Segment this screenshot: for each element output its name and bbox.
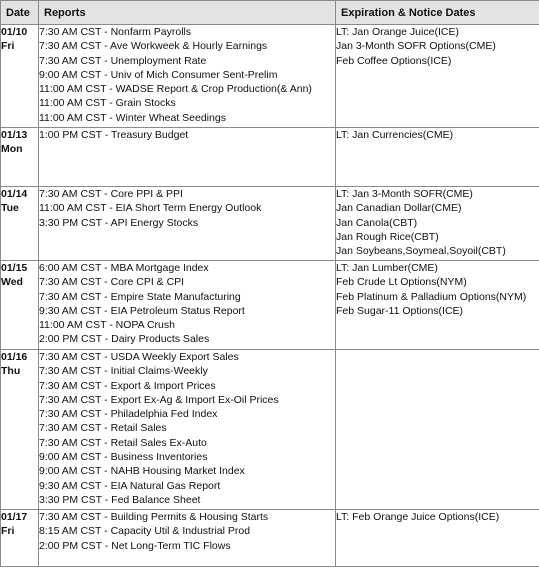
day-row [1, 261, 539, 350]
date-label: 01/15 [1, 262, 28, 274]
header-reports: Reports [39, 1, 336, 25]
expiration-item: Jan Canola(CBT) [336, 216, 418, 229]
weekday-label: Fri [1, 40, 15, 52]
report-item: 7:30 AM CST - Retail Sales [39, 422, 167, 435]
weekday-label: Thu [1, 365, 21, 377]
date-label: 01/17 [1, 511, 28, 523]
reports-cell [39, 261, 336, 350]
expirations-cell [336, 261, 539, 350]
report-item: 7:30 AM CST - Unemployment Rate [39, 54, 207, 67]
report-item: 7:30 AM CST - Philadelphia Fed Index [39, 408, 218, 421]
report-item: 6:00 AM CST - MBA Mortgage Index [39, 262, 209, 274]
expirations-cell [336, 128, 539, 187]
header-date: Date [1, 1, 39, 25]
calendar-body [1, 25, 539, 567]
reports-cell [39, 350, 336, 510]
report-item: 9:00 AM CST - NAHB Housing Market Index [39, 465, 245, 478]
expiration-item: Feb Platinum & Palladium Options(NYM) [336, 290, 527, 303]
report-item: 2:00 PM CST - Dairy Products Sales [39, 333, 210, 346]
report-item: 8:15 AM CST - Capacity Util & Industrial Prod [39, 525, 251, 538]
expiration-item: LT: Jan 3-Month SOFR(CME) [336, 188, 473, 200]
date-cell [1, 350, 39, 510]
report-item: 7:30 AM CST - Ave Workweek & Hourly Earnings [39, 40, 268, 53]
report-item: 9:00 AM CST - Business Inventories [39, 451, 208, 464]
report-item: 3:30 PM CST - API Energy Stocks [39, 216, 199, 229]
date-cell [1, 128, 39, 187]
report-item: 7:30 AM CST - Core CPI & CPI [39, 276, 185, 289]
reports-cell [39, 187, 336, 261]
reports-cell [39, 25, 336, 128]
expiration-item: Feb Coffee Options(ICE) [336, 54, 452, 67]
day-row [1, 350, 539, 510]
report-item: 7:30 AM CST - Empire State Manufacturing [39, 290, 241, 303]
expiration-item: Jan 3-Month SOFR Options(CME) [336, 40, 496, 53]
expiration-item: Feb Crude Lt Options(NYM) [336, 276, 467, 289]
report-item: 2:00 PM CST - Net Long-Term TIC Flows [39, 539, 231, 552]
date-cell [1, 510, 39, 567]
reports-cell [39, 128, 336, 187]
report-item: 9:30 AM CST - EIA Natural Gas Report [39, 479, 221, 492]
expirations-cell [336, 187, 539, 261]
date-cell [1, 187, 39, 261]
report-item: 11:00 AM CST - WADSE Report & Crop Production(& Ann) [39, 83, 312, 96]
weekday-label: Wed [1, 276, 23, 288]
report-item: 7:30 AM CST - Building Permits & Housing Starts [39, 511, 269, 523]
report-item: 11:00 AM CST - Winter Wheat Seedings [39, 111, 226, 124]
expiration-item: LT: Feb Orange Juice Options(ICE) [336, 511, 500, 523]
report-item: 7:30 AM CST - Nonfarm Payrolls [39, 26, 192, 38]
expiration-item: Feb Sugar-11 Options(ICE) [336, 304, 464, 317]
report-item: 11:00 AM CST - Grain Stocks [39, 97, 176, 110]
header-row [1, 1, 539, 25]
day-row [1, 510, 539, 567]
expiration-item: Jan Rough Rice(CBT) [336, 230, 439, 243]
expirations-cell [336, 25, 539, 128]
expiration-item: LT: Jan Lumber(CME) [336, 262, 438, 274]
weekday-label: Fri [1, 525, 15, 537]
expirations-cell [336, 510, 539, 567]
report-item: 1:00 PM CST - Treasury Budget [39, 129, 189, 141]
expiration-item: Jan Canadian Dollar(CME) [336, 202, 462, 215]
report-item: 7:30 AM CST - Initial Claims-Weekly [39, 365, 208, 378]
date-label: 01/13 [1, 129, 28, 141]
report-item: 3:30 PM CST - Fed Balance Sheet [39, 493, 201, 506]
report-item: 7:30 AM CST - Export & Import Prices [39, 379, 216, 392]
report-item: 7:30 AM CST - Core PPI & PPI [39, 188, 183, 200]
header-expiration: Expiration & Notice Dates [336, 1, 539, 25]
weekday-label: Tue [1, 202, 19, 214]
date-label: 01/14 [1, 188, 28, 200]
expiration-item: LT: Jan Currencies(CME) [336, 129, 454, 141]
expiration-item: LT: Jan Orange Juice(ICE) [336, 26, 459, 38]
day-row [1, 128, 539, 187]
date-label: 01/16 [1, 351, 28, 363]
report-item: 11:00 AM CST - EIA Short Term Energy Outlook [39, 202, 262, 215]
day-row [1, 25, 539, 128]
date-cell [1, 261, 39, 350]
expiration-item: Jan Soybeans,Soymeal,Soyoil(CBT) [336, 245, 506, 258]
report-item: 7:30 AM CST - Retail Sales Ex-Auto [39, 436, 207, 449]
weekday-label: Mon [1, 143, 23, 155]
reports-cell [39, 510, 336, 567]
report-item: 7:30 AM CST - Export Ex-Ag & Import Ex-Oil Prices [39, 393, 279, 406]
expirations-cell [336, 350, 539, 510]
report-item: 7:30 AM CST - USDA Weekly Export Sales [39, 351, 239, 363]
date-cell [1, 25, 39, 128]
report-item: 9:30 AM CST - EIA Petroleum Status Report [39, 304, 245, 317]
day-row [1, 187, 539, 261]
date-label: 01/10 [1, 26, 28, 38]
report-item: 9:00 AM CST - Univ of Mich Consumer Sent-Prelim [39, 68, 278, 81]
report-item: 11:00 AM CST - NOPA Crush [39, 319, 175, 332]
